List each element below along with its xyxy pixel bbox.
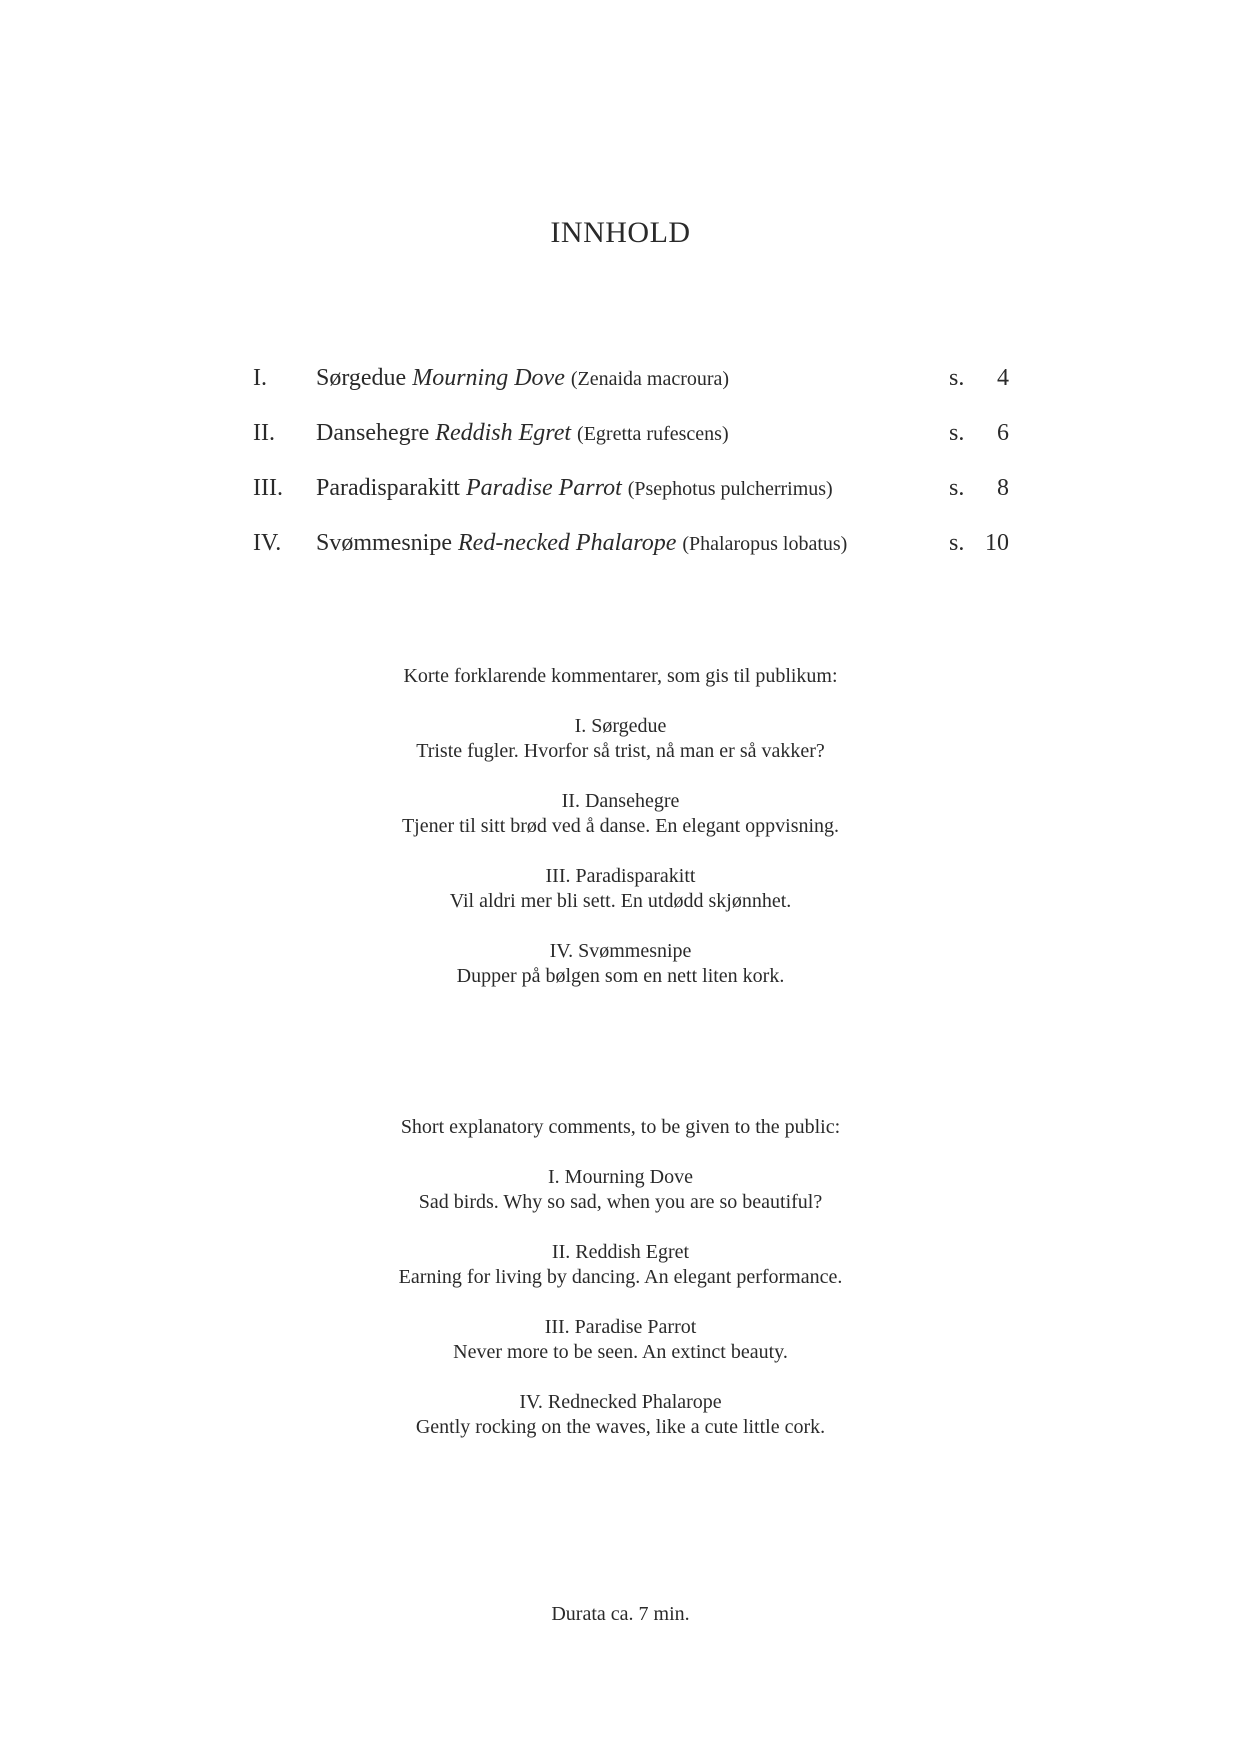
toc-title-english: Mourning Dove (412, 365, 565, 391)
comments-intro: Short explanatory comments, to be given to the public: (400, 1116, 841, 1138)
comment-heading: II. Reddish Egret (551, 1241, 690, 1263)
toc-entry (253, 417, 1009, 472)
toc-title-latin: (Egretta rufescens) (577, 423, 729, 445)
toc-entry (253, 362, 1009, 417)
toc-page-prefix: s. (949, 475, 965, 501)
comment-text: Never more to be seen. An extinct beauty. (453, 1341, 788, 1363)
comment-heading: III. Paradisparakitt (545, 865, 696, 887)
toc-number: I. (253, 365, 267, 391)
comment-text: Sad birds. Why so sad, when you are so beautiful? (418, 1191, 823, 1213)
comment-text: Tjener til sitt brød ved å danse. En elegant oppvisning. (401, 815, 840, 837)
comment-text: Vil aldri mer bli sett. En utdødd skjønnhet. (449, 890, 792, 912)
comment-heading: I. Mourning Dove (548, 1166, 693, 1188)
toc-title (316, 417, 729, 450)
comments-english (0, 1115, 1241, 1465)
comment-heading: II. Dansehegre (561, 790, 680, 812)
toc-page-prefix: s. (949, 530, 965, 556)
toc-page-prefix: s. (949, 420, 965, 446)
comments-intro: Korte forklarende kommentarer, som gis til publikum: (403, 665, 838, 687)
toc-title-latin: (Phalaropus lobatus) (682, 533, 848, 555)
toc-number: IV. (253, 530, 282, 556)
toc-title-norwegian: Sørgedue (316, 365, 407, 391)
toc-number: III. (253, 475, 283, 501)
comment-item (0, 1390, 1241, 1440)
toc-title (316, 527, 847, 560)
comment-text: Gently rocking on the waves, like a cute little cork. (415, 1416, 826, 1438)
comment-heading: IV. Rednecked Phalarope (519, 1391, 722, 1413)
comment-text: Earning for living by dancing. An elegant performance. (398, 1266, 843, 1288)
toc-title-english: Paradise Parrot (465, 475, 622, 501)
toc-title-latin: (Psephotus pulcherrimus) (627, 478, 833, 500)
toc-page-ref (949, 417, 1009, 449)
toc-page-ref (949, 472, 1009, 504)
comment-item (0, 714, 1241, 764)
comment-heading: IV. Svømmesnipe (549, 940, 692, 962)
comment-item (0, 939, 1241, 989)
comment-heading: I. Sørgedue (574, 715, 667, 737)
toc-page-ref (949, 362, 1009, 394)
toc-page-ref (949, 527, 1009, 559)
comment-item (0, 864, 1241, 914)
toc-title-norwegian: Dansehegre (316, 420, 430, 446)
toc-page-number: 4 (997, 365, 1009, 391)
table-of-contents (253, 362, 1009, 582)
comment-item (0, 1240, 1241, 1290)
comment-item (0, 789, 1241, 839)
toc-page-number: 10 (985, 530, 1009, 556)
toc-page-number: 8 (997, 475, 1009, 501)
toc-page-prefix: s. (949, 365, 965, 391)
toc-page-number: 6 (997, 420, 1009, 446)
toc-number: II. (253, 420, 275, 446)
comment-text: Dupper på bølgen som en nett liten kork. (456, 965, 785, 987)
toc-title (316, 362, 729, 395)
comment-text: Triste fugler. Hvorfor så trist, nå man er så vakker? (416, 740, 825, 762)
toc-entry (253, 472, 1009, 527)
toc-title-english: Reddish Egret (435, 420, 572, 446)
toc-title-norwegian: Svømmesnipe (316, 530, 452, 556)
duration-note: Durata ca. 7 min. (551, 1603, 690, 1625)
toc-title-english: Red-necked Phalarope (458, 530, 677, 556)
toc-title-latin: (Zenaida macroura) (570, 368, 730, 390)
comment-item (0, 1165, 1241, 1215)
comments-norwegian (0, 664, 1241, 1014)
comment-item (0, 1315, 1241, 1365)
page-title: INNHOLD (550, 216, 691, 249)
comment-heading: III. Paradise Parrot (544, 1316, 697, 1338)
toc-title (316, 472, 833, 505)
toc-title-norwegian: Paradisparakitt (316, 475, 460, 501)
toc-entry (253, 527, 1009, 582)
